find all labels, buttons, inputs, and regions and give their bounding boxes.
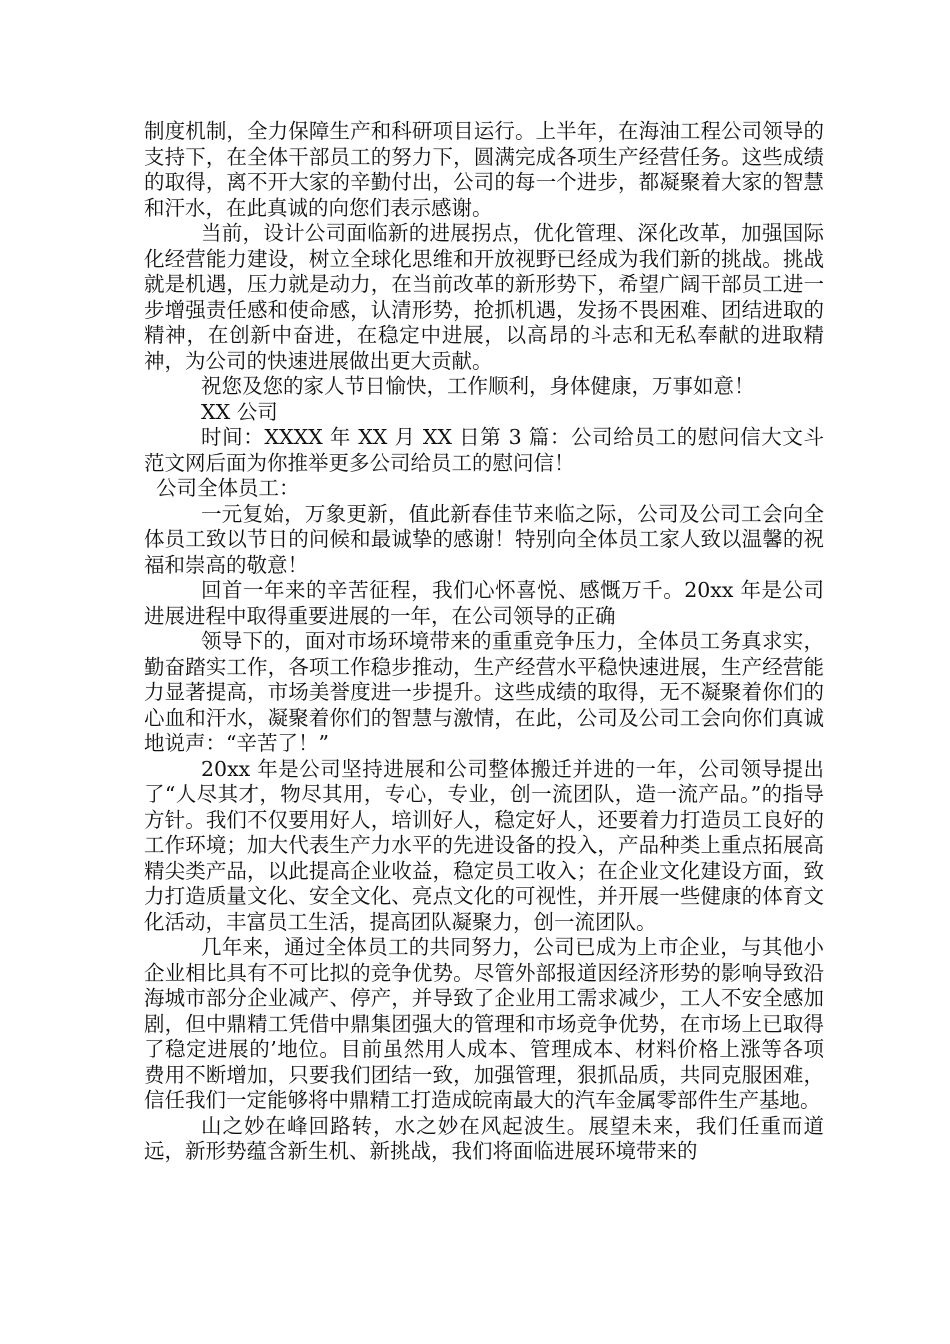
paragraph-challenge: 当前，设计公司面临新的进展拐点，优化管理、深化改革，加强国际化经营能力建设，树立全球化思维和开放视野已经成为我们新的挑战。挑战就是机遇，压力就是动力，在当前改革的新形势下，希望广阔干部员工进一步增强责任感和使命感，认清形势，抢抓机遇，发扬不畏困难、团结进取的精神，在创新中奋进，在稳定中进展，以高昂的斗志和无私奉献的进取精神，为公司的快速进展做出更大贡献。 [144,221,824,373]
document-body [144,119,824,1165]
paragraph-date-heading: 时间：XXXX 年 XX 月 XX 日第 3 篇：公司给员工的慰问信大文斗范文网后面为你推举更多公司给员工的慰问信！ [144,425,824,475]
paragraph-new-year: 一元复始，万象更新，值此新春佳节来临之际，公司及公司工会向全体员工致以节日的问候和最诚挚的感谢！特别向全体员工家人致以温馨的祝福和崇高的敬意！ [144,501,824,577]
paragraph-relocation: 20xx 年是公司坚持进展和公司整体搬迁并进的一年，公司领导提出了“人尽其才，物尽其用，专心，专业，创一流团队，造一流产品。”的指导方针。我们不仅要用好人，培训好人，稳定好人，还要着力打造员工良好的工作环境；加大代表生产力水平的先进设备的投入，产品种类上重点拓展高精尖类产品，以此提高企业收益，稳定员工收入；在企业文化建设方面，致力打造质量文化、安全文化、亮点文化的可视性，并开展一些健康的体育文化活动，丰富员工生活，提高团队凝聚力，创一流团队。 [144,756,824,934]
paragraph-leadership: 领导下的，面对市场环境带来的重重竞争压力，全体员工务真求实，勤奋踏实工作，各项工作稳步推动，生产经营水平稳快速进展，生产经营能力显著提高，市场美誉度进一步提升。这些成绩的取得，无不凝聚着你们的心血和汗水，凝聚着你们的智慧与激情，在此，公司及公司工会向你们真诚地说声：“辛苦了！” [144,629,824,755]
salutation: 公司全体员工： [156,476,300,500]
signature-company: XX 公司 [201,399,278,424]
paragraph-outlook: 山之妙在峰回路转，水之妙在风起波生。展望未来，我们任重而道远，新形势蕴含新生机、新挑战，我们将面临进展环境带来的 [144,1113,824,1163]
paragraph-continuation: 制度机制，全力保障生产和科研项目运行。上半年，在海油工程公司领导的支持下，在全体干部员工的努力下，圆满完成各项生产经营任务。这些成绩的取得，离不开大家的辛勤付出，公司的每一个进步，都凝聚着大家的智慧和汗水，在此真诚的向您们表示感谢。 [144,119,824,220]
paragraph-review: 回首一年来的辛苦征程，我们心怀喜悦、感慨万千。20xx 年是公司进展进程中取得重要进展的一年，在公司领导的正确 [144,578,824,628]
paragraph-advantage: 几年来，通过全体员工的共同努力，公司已成为上市企业，与其他小企业相比具有不可比拟的竞争优势。尽管外部报道因经济形势的影响导致沿海城市部分企业减产、停产，并导致了企业用工需求减少，工人不安全感加剧，但中鼎精工凭借中鼎集团强大的管理和市场竞争优势，在市场上已取得了稳定进展的’地位。目前虽然用人成本、管理成本、材料价格上涨等各项费用不断增加，只要我们团结一致，加强管理，狠抓品质，共同克服困难，信任我们一定能够将中鼎精工打造成皖南最大的汽车金属零部件生产基地。 [144,935,824,1112]
paragraph-wishes: 祝您及您的家人节日愉快，工作顺利，身体健康，万事如意！ [201,374,755,398]
